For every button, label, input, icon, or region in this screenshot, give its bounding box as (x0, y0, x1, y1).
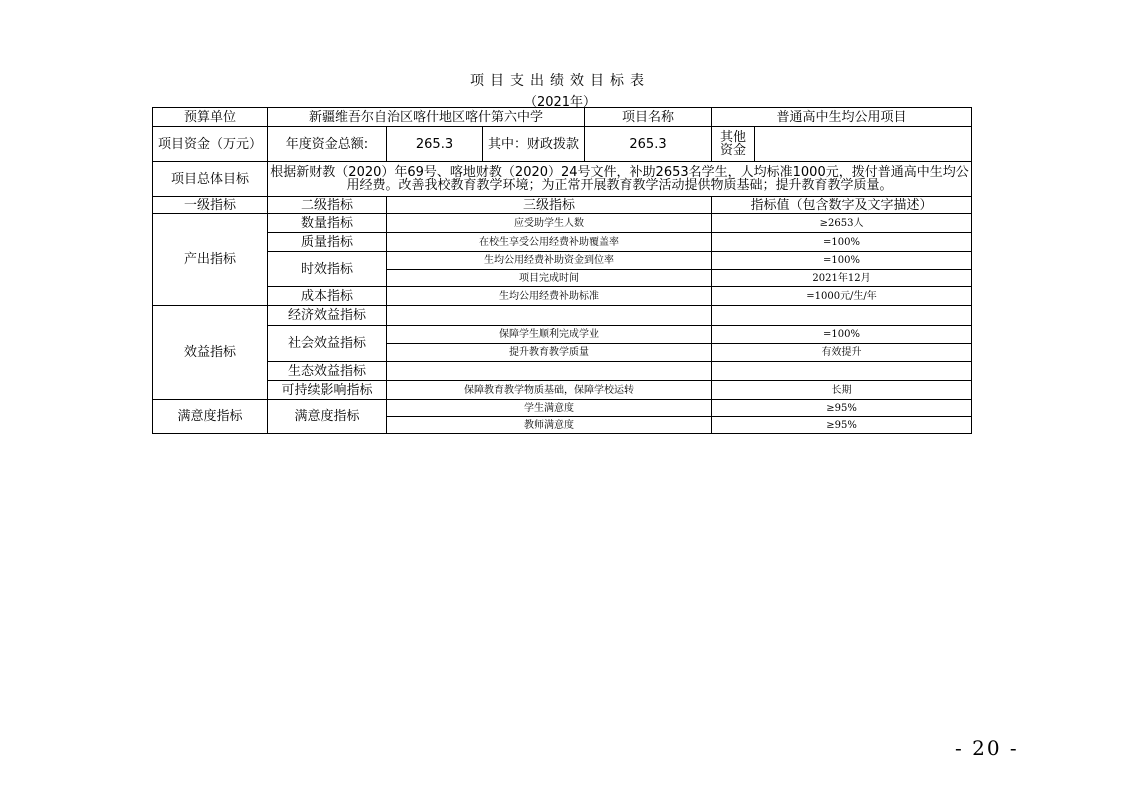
table-row (153, 362, 972, 381)
column-value: 指标值（包含数字及文字描述） (712, 197, 972, 214)
quantity-indicator-label: 数量指标 (268, 214, 387, 233)
performance-table (152, 107, 972, 434)
quantity-indicator-value: ≥2653人 (712, 214, 972, 233)
timeliness-indicator-label: 时效指标 (268, 252, 387, 287)
other-funds-value (755, 127, 972, 162)
project-name-label: 项目名称 (585, 108, 712, 127)
column-level3: 三级指标 (387, 197, 712, 214)
fiscal-value: 265.3 (585, 127, 712, 162)
sustain-indicator-item: 保障教育教学物质基础，保障学校运转 (387, 381, 712, 400)
column-level2: 二级指标 (268, 197, 387, 214)
column-level1: 一级指标 (153, 197, 268, 214)
other-funds-label: 其他资金 (712, 127, 755, 162)
satisfaction-item: 教师满意度 (387, 417, 712, 434)
budget-unit-label: 预算单位 (153, 108, 268, 127)
page-number: - 20 - (955, 736, 1019, 760)
satisfaction-item: 学生满意度 (387, 400, 712, 417)
annual-total-label: 年度资金总额: (268, 127, 387, 162)
eco-indicator-item (387, 362, 712, 381)
social-indicator-label: 社会效益指标 (268, 326, 387, 362)
sustain-indicator-value: 长期 (712, 381, 972, 400)
funds-label: 项目资金（万元） (153, 127, 268, 162)
table-row (153, 326, 972, 344)
table-subtitle: （2021年） (523, 95, 597, 110)
quality-indicator-label: 质量指标 (268, 233, 387, 252)
cost-indicator-label: 成本指标 (268, 287, 387, 306)
cost-indicator-item: 生均公用经费补助标准 (387, 287, 712, 306)
quality-indicator-item: 在校生享受公用经费补助覆盖率 (387, 233, 712, 252)
eco-indicator-value (712, 362, 972, 381)
sustain-indicator-label: 可持续影响指标 (268, 381, 387, 400)
economic-indicator-value (712, 306, 972, 326)
satisfaction-indicator-label: 满意度指标 (153, 400, 268, 434)
satisfaction-value: ≥95% (712, 417, 972, 434)
timeliness-indicator-item: 项目完成时间 (387, 270, 712, 287)
satisfaction-value: ≥95% (712, 400, 972, 417)
fiscal-label: 其中：财政拨款 (483, 127, 585, 162)
social-indicator-value: 有效提升 (712, 344, 972, 362)
satisfaction-sub-label: 满意度指标 (268, 400, 387, 434)
table-row (153, 108, 972, 127)
table-row (153, 162, 972, 197)
table-row (153, 214, 972, 233)
quality-indicator-value: =100% (712, 233, 972, 252)
table-row (153, 233, 972, 252)
table-title: 项目支出绩效目标表 (470, 73, 650, 89)
cost-indicator-value: =1000元/生/年 (712, 287, 972, 306)
table-row (153, 127, 972, 162)
table-row (153, 381, 972, 400)
project-name-value: 普通高中生均公用项目 (712, 108, 972, 127)
table-row (153, 197, 972, 214)
goal-value: 根据新财教（2020）年69号、喀地财教（2020）24号文件，补助2653名学生，人均标准1000元，拨付普通高中生均公用经费。改善我校教育教学环境；为正常开展教育教学活动提供物质基础；提升教育教学质量。 (268, 162, 972, 197)
social-indicator-value: =100% (712, 326, 972, 344)
quantity-indicator-item: 应受助学生人数 (387, 214, 712, 233)
economic-indicator-label: 经济效益指标 (268, 306, 387, 326)
timeliness-indicator-value: =100% (712, 252, 972, 270)
table-row (153, 400, 972, 417)
timeliness-indicator-item: 生均公用经费补助资金到位率 (387, 252, 712, 270)
benefit-indicator-label: 效益指标 (153, 306, 268, 400)
budget-unit-value: 新疆维吾尔自治区喀什地区喀什第六中学 (268, 108, 585, 127)
table-row (153, 306, 972, 326)
goal-label: 项目总体目标 (153, 162, 268, 197)
economic-indicator-item (387, 306, 712, 326)
table-row (153, 252, 972, 270)
social-indicator-item: 保障学生顺利完成学业 (387, 326, 712, 344)
table-row (153, 287, 972, 306)
timeliness-indicator-value: 2021年12月 (712, 270, 972, 287)
eco-indicator-label: 生态效益指标 (268, 362, 387, 381)
annual-total-value: 265.3 (387, 127, 483, 162)
output-indicator-label: 产出指标 (153, 214, 268, 306)
social-indicator-item: 提升教育教学质量 (387, 344, 712, 362)
